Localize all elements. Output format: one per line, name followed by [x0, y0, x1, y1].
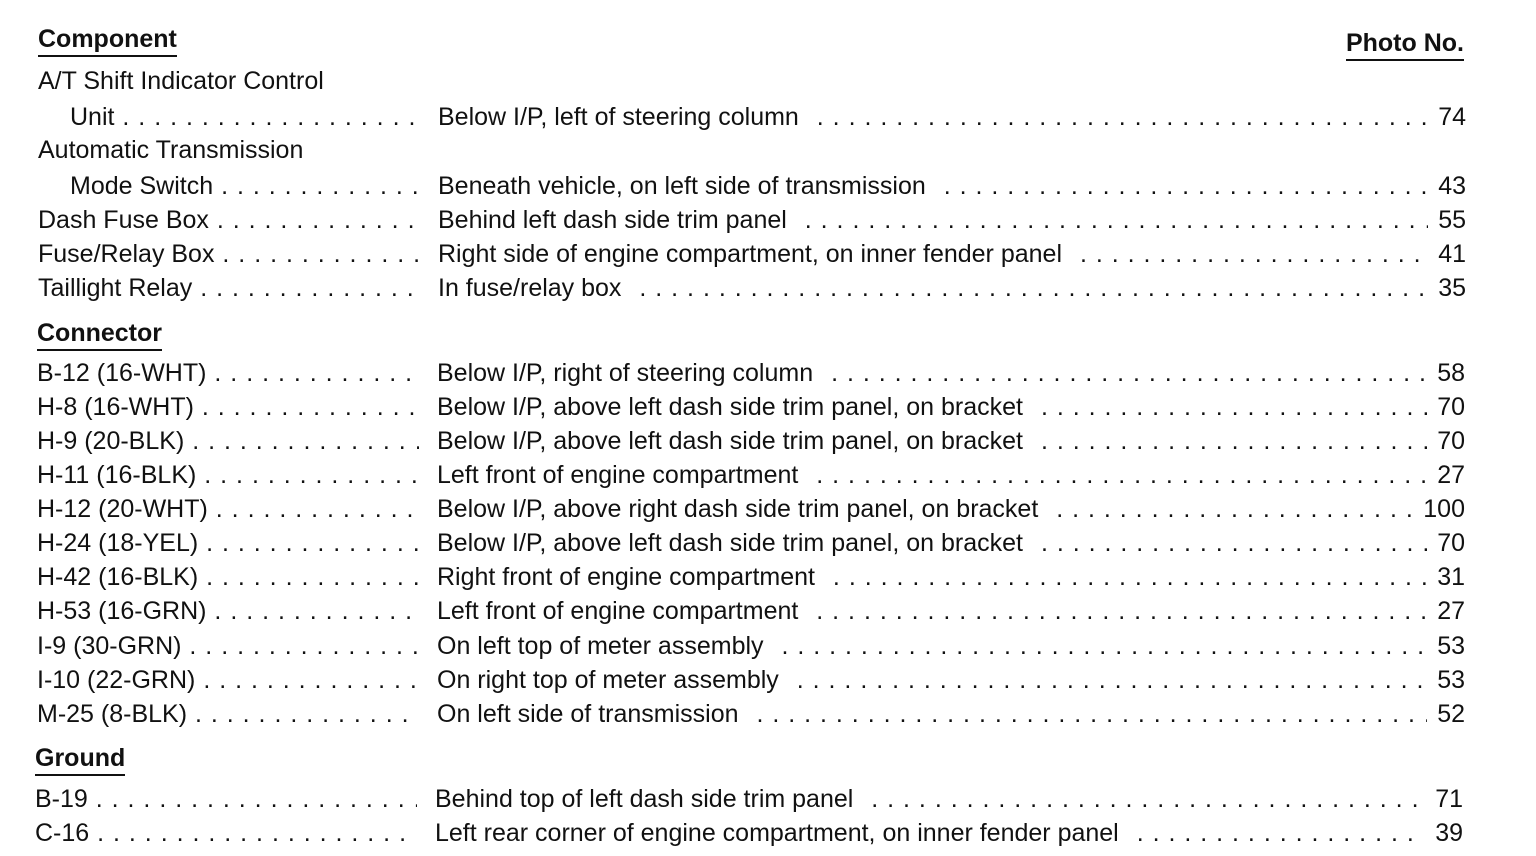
photo-number: 39	[1425, 816, 1463, 850]
photo-no-heading: Photo No.	[1346, 28, 1464, 61]
connector-name: H-24 (18-YEL) . . .	[37, 526, 419, 560]
ground-name: B-19 . . .	[35, 782, 417, 816]
table-row	[38, 271, 1466, 305]
component-location: Beneath vehicle, on left side of transmission . . .	[438, 169, 1466, 203]
photo-number: 35	[1428, 271, 1466, 305]
connector-location: On right top of meter assembly . . .	[437, 663, 1465, 697]
connector-name: I-10 (22-GRN) . . .	[37, 663, 419, 697]
photo-number: 27	[1427, 458, 1465, 492]
component-name: Unit . . .	[38, 100, 420, 134]
photo-number: 52	[1427, 697, 1465, 731]
connector-location: On left side of transmission . . .	[437, 697, 1465, 731]
photo-number: 53	[1427, 663, 1465, 697]
connector-location: Left front of engine compartment . . .	[437, 458, 1465, 492]
connector-location: Below I/P, above left dash side trim panel, on bracket . . .	[437, 526, 1465, 560]
component-location: Below I/P, left of steering column . . .	[438, 100, 1466, 134]
photo-number: 41	[1428, 237, 1466, 271]
table-row	[37, 560, 1465, 594]
connector-location: Below I/P, right of steering column . . .	[437, 356, 1465, 390]
connector-location: Below I/P, above left dash side trim panel, on bracket . . .	[437, 424, 1465, 458]
table-row	[37, 492, 1465, 526]
connector-name: H-12 (20-WHT) . . .	[37, 492, 419, 526]
photo-number: 55	[1428, 203, 1466, 237]
photo-number: 53	[1427, 629, 1465, 663]
photo-number: 70	[1427, 390, 1465, 424]
photo-number: 27	[1427, 594, 1465, 628]
connector-location: Right front of engine compartment . . .	[437, 560, 1465, 594]
component-name: Dash Fuse Box . . .	[38, 203, 420, 237]
photo-number: 71	[1425, 782, 1463, 816]
connector-location: On left top of meter assembly . . .	[437, 629, 1465, 663]
ground-location: Behind top of left dash side trim panel . . .	[435, 782, 1463, 816]
connector-name: H-8 (16-WHT) . . .	[37, 390, 419, 424]
component-heading: Component	[38, 24, 177, 57]
table-row	[37, 663, 1465, 697]
connector-location: Below I/P, above right dash side trim panel, on bracket . . .	[437, 492, 1465, 526]
table-row	[37, 697, 1465, 731]
photo-number: 70	[1427, 424, 1465, 458]
table-row	[38, 169, 1466, 203]
ground-name: C-16 . . .	[35, 816, 417, 850]
table-row	[37, 390, 1465, 424]
connector-name: H-11 (16-BLK) . . .	[37, 458, 419, 492]
table-row	[38, 100, 1466, 134]
ground-heading: Ground	[35, 743, 125, 776]
component-location: Right side of engine compartment, on inner fender panel . . .	[438, 237, 1466, 271]
connector-name: H-42 (16-BLK) . . .	[37, 560, 419, 594]
connector-name: M-25 (8-BLK) . . .	[37, 697, 419, 731]
table-row	[37, 424, 1465, 458]
photo-number: 74	[1428, 100, 1466, 134]
connector-name: I-9 (30-GRN) . . .	[37, 629, 419, 663]
component-location: Behind left dash side trim panel . . .	[438, 203, 1466, 237]
connector-name: B-12 (16-WHT) . . .	[37, 356, 419, 390]
photo-number: 43	[1428, 169, 1466, 203]
component-name: Mode Switch . . .	[38, 169, 420, 203]
table-row	[37, 356, 1465, 390]
component-name: Taillight Relay . . .	[38, 271, 420, 305]
table-row	[38, 237, 1466, 271]
connector-name: H-9 (20-BLK) . . .	[37, 424, 419, 458]
component-name-line1: A/T Shift Indicator Control	[38, 67, 324, 95]
ground-location: Left rear corner of engine compartment, on inner fender panel . . .	[435, 816, 1463, 850]
table-row	[35, 816, 1463, 850]
table-row	[37, 594, 1465, 628]
table-row	[37, 526, 1465, 560]
table-row	[38, 203, 1466, 237]
table-row	[37, 629, 1465, 663]
table-row	[35, 782, 1463, 816]
connector-location: Below I/P, above left dash side trim panel, on bracket . . .	[437, 390, 1465, 424]
connector-name: H-53 (16-GRN) . . .	[37, 594, 419, 628]
table-row	[37, 458, 1465, 492]
photo-number: 58	[1427, 356, 1465, 390]
connector-heading: Connector	[37, 318, 162, 351]
connector-location: Left front of engine compartment . . .	[437, 594, 1465, 628]
photo-number: 100	[1413, 492, 1465, 526]
photo-number: 31	[1427, 560, 1465, 594]
component-name: Fuse/Relay Box . . .	[38, 237, 420, 271]
component-name-line1: Automatic Transmission	[38, 136, 304, 164]
photo-number: 70	[1427, 526, 1465, 560]
component-location: In fuse/relay box . . .	[438, 271, 1466, 305]
